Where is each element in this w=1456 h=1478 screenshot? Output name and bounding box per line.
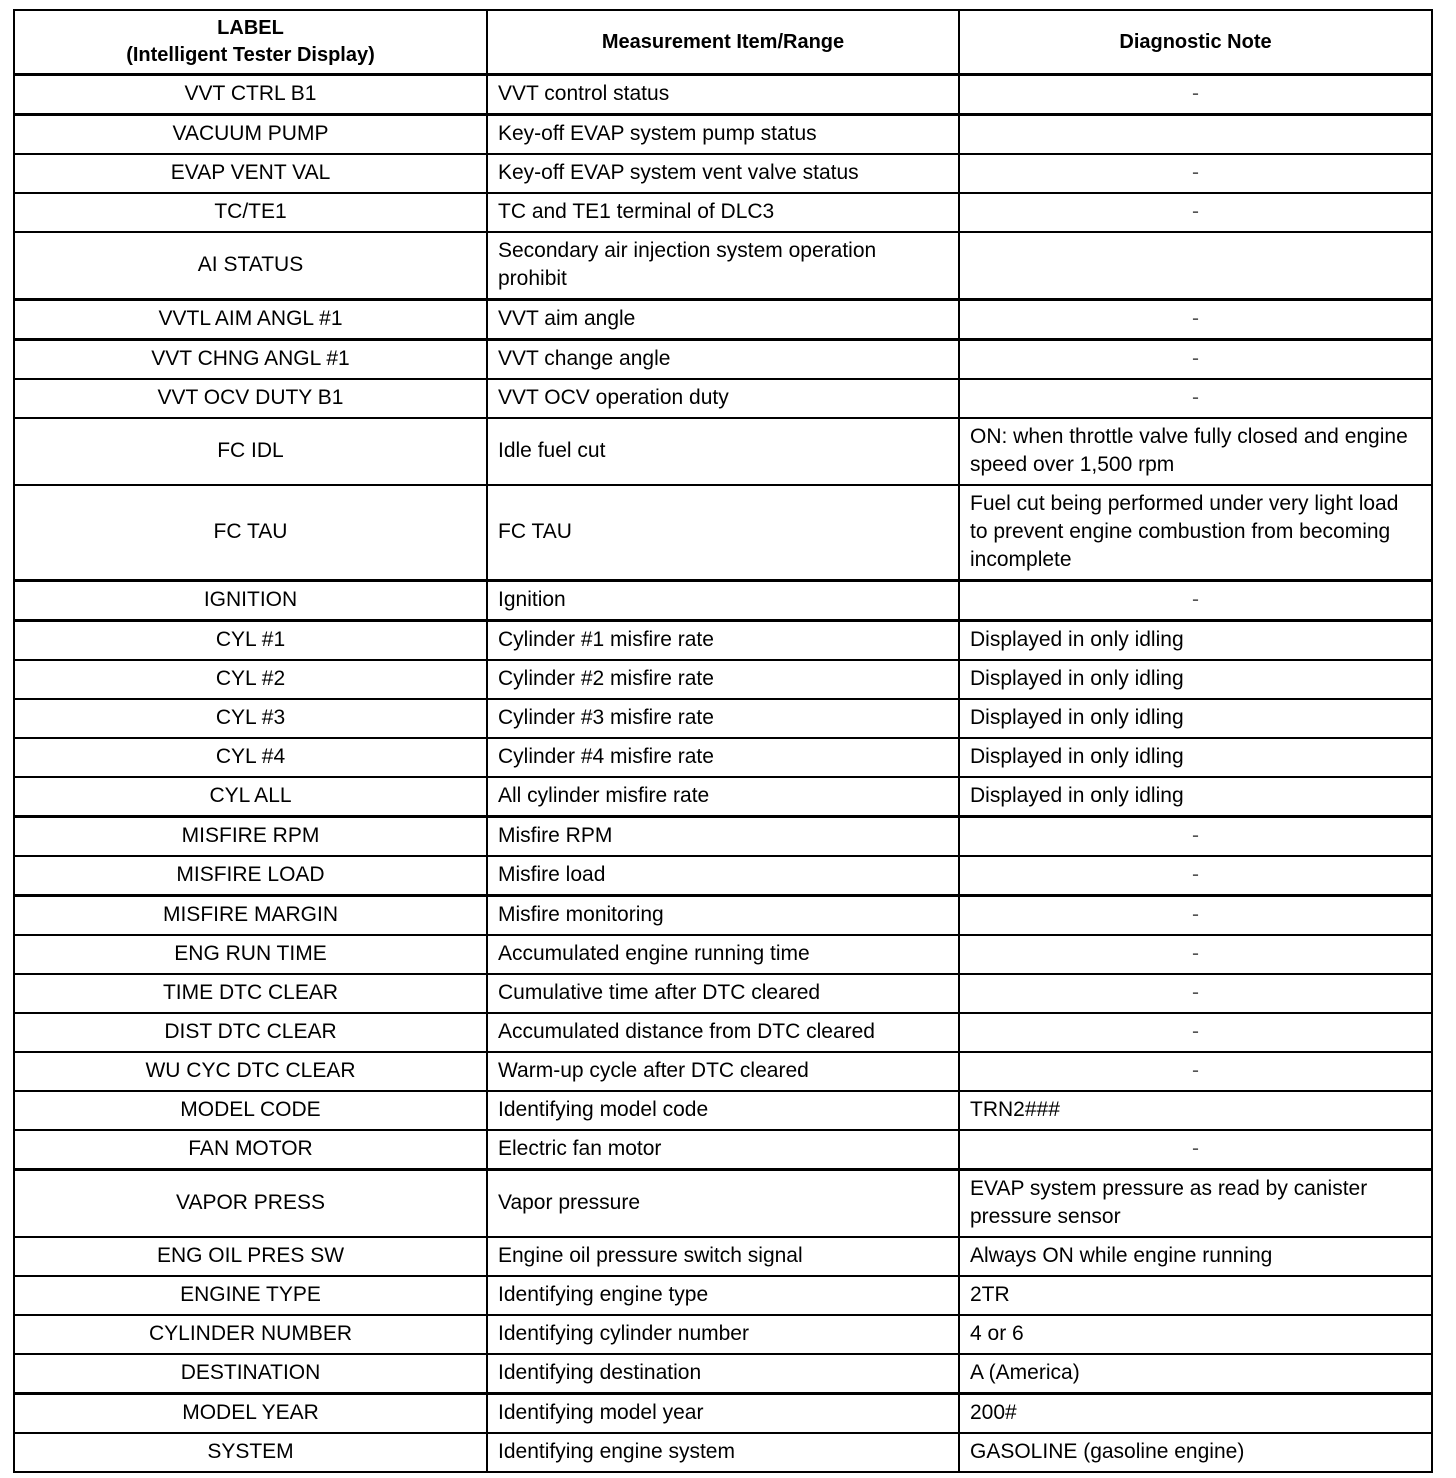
row-note: 2TR [959, 1276, 1432, 1315]
row-measurement: FC TAU [487, 485, 959, 581]
row-label: TIME DTC CLEAR [14, 974, 487, 1013]
row-note: Displayed in only idling [959, 621, 1432, 661]
row-measurement: TC and TE1 terminal of DLC3 [487, 193, 959, 232]
row-note: - [959, 817, 1432, 857]
row-measurement: Identifying cylinder number [487, 1315, 959, 1354]
row-note: - [959, 581, 1432, 621]
row-label: EVAP VENT VAL [14, 154, 487, 193]
row-label: MISFIRE MARGIN [14, 896, 487, 936]
row-measurement: Vapor pressure [487, 1170, 959, 1238]
row-measurement: VVT control status [487, 75, 959, 115]
table-row [14, 777, 1432, 817]
row-label: ENG OIL PRES SW [14, 1237, 487, 1276]
table-row [14, 1237, 1432, 1276]
row-note: 4 or 6 [959, 1315, 1432, 1354]
header-row [14, 10, 1432, 75]
row-measurement: Electric fan motor [487, 1130, 959, 1170]
row-measurement: Identifying engine system [487, 1433, 959, 1472]
row-note: - [959, 1130, 1432, 1170]
table-row [14, 699, 1432, 738]
row-note: GASOLINE (gasoline engine) [959, 1433, 1432, 1472]
table-row [14, 581, 1432, 621]
row-label: FAN MOTOR [14, 1130, 487, 1170]
row-measurement: Warm-up cycle after DTC cleared [487, 1052, 959, 1091]
table-row [14, 1130, 1432, 1170]
row-measurement: Accumulated distance from DTC cleared [487, 1013, 959, 1052]
row-measurement: Cylinder #3 misfire rate [487, 699, 959, 738]
data-list-page [13, 9, 1431, 1473]
row-label: VVT CHNG ANGL #1 [14, 340, 487, 380]
row-label: MISFIRE RPM [14, 817, 487, 857]
row-label: FC IDL [14, 418, 487, 485]
row-label: CYLINDER NUMBER [14, 1315, 487, 1354]
row-measurement: VVT OCV operation duty [487, 379, 959, 418]
table-row [14, 1170, 1432, 1238]
row-note: - [959, 896, 1432, 936]
row-note: Displayed in only idling [959, 738, 1432, 777]
header-measurement: Measurement Item/Range [487, 10, 959, 75]
row-note: Fuel cut being performed under very light load to prevent engine combustion from becoming incomplete [959, 485, 1432, 581]
row-note: Displayed in only idling [959, 660, 1432, 699]
row-note: - [959, 75, 1432, 115]
row-measurement: VVT change angle [487, 340, 959, 380]
table-row [14, 1394, 1432, 1434]
table-row [14, 621, 1432, 661]
row-measurement: Identifying model year [487, 1394, 959, 1434]
row-note: - [959, 856, 1432, 896]
table-row [14, 1052, 1432, 1091]
row-label: VAPOR PRESS [14, 1170, 487, 1238]
row-measurement: Key-off EVAP system vent valve status [487, 154, 959, 193]
row-label: DIST DTC CLEAR [14, 1013, 487, 1052]
row-note: - [959, 935, 1432, 974]
table-row [14, 1276, 1432, 1315]
row-measurement: Accumulated engine running time [487, 935, 959, 974]
row-measurement: Secondary air injection system operation prohibit [487, 232, 959, 300]
table-row [14, 974, 1432, 1013]
table-row [14, 232, 1432, 300]
row-label: VVTL AIM ANGL #1 [14, 300, 487, 340]
table-row [14, 856, 1432, 896]
row-measurement: Identifying destination [487, 1354, 959, 1394]
table-row [14, 935, 1432, 974]
row-note: A (America) [959, 1354, 1432, 1394]
row-note: - [959, 193, 1432, 232]
data-list-table [13, 9, 1433, 1473]
row-measurement: Identifying model code [487, 1091, 959, 1130]
row-measurement: Engine oil pressure switch signal [487, 1237, 959, 1276]
row-measurement: Ignition [487, 581, 959, 621]
row-label: WU CYC DTC CLEAR [14, 1052, 487, 1091]
row-label: MODEL YEAR [14, 1394, 487, 1434]
table-row [14, 1013, 1432, 1052]
table-row [14, 1315, 1432, 1354]
row-measurement: Misfire RPM [487, 817, 959, 857]
table-row [14, 896, 1432, 936]
table-row [14, 379, 1432, 418]
row-label: ENGINE TYPE [14, 1276, 487, 1315]
row-note: 200# [959, 1394, 1432, 1434]
header-label-line2: (Intelligent Tester Display) [126, 44, 375, 66]
row-note [959, 232, 1432, 300]
row-label: MODEL CODE [14, 1091, 487, 1130]
row-label: TC/TE1 [14, 193, 487, 232]
row-label: CYL #2 [14, 660, 487, 699]
row-label: CYL #3 [14, 699, 487, 738]
row-measurement: Misfire load [487, 856, 959, 896]
table-row [14, 300, 1432, 340]
header-label-line1: LABEL [217, 17, 284, 39]
row-measurement: Identifying engine type [487, 1276, 959, 1315]
row-note: Displayed in only idling [959, 777, 1432, 817]
row-label: FC TAU [14, 485, 487, 581]
table-row [14, 1091, 1432, 1130]
table-row [14, 1433, 1432, 1472]
row-label: VVT CTRL B1 [14, 75, 487, 115]
row-label: IGNITION [14, 581, 487, 621]
row-measurement: Key-off EVAP system pump status [487, 115, 959, 155]
table-row [14, 154, 1432, 193]
table-row [14, 485, 1432, 581]
row-label: VVT OCV DUTY B1 [14, 379, 487, 418]
table-row [14, 660, 1432, 699]
row-note: - [959, 1052, 1432, 1091]
table-row [14, 817, 1432, 857]
row-note: - [959, 340, 1432, 380]
table-row [14, 418, 1432, 485]
table-row [14, 1354, 1432, 1394]
row-label: AI STATUS [14, 232, 487, 300]
row-label: CYL #1 [14, 621, 487, 661]
row-note: - [959, 300, 1432, 340]
header-diagnostic-note: Diagnostic Note [959, 10, 1432, 75]
row-note: Always ON while engine running [959, 1237, 1432, 1276]
table-row [14, 193, 1432, 232]
row-measurement: Cumulative time after DTC cleared [487, 974, 959, 1013]
row-note: EVAP system pressure as read by canister pressure sensor [959, 1170, 1432, 1238]
row-label: CYL #4 [14, 738, 487, 777]
table-row [14, 340, 1432, 380]
row-label: VACUUM PUMP [14, 115, 487, 155]
row-note: - [959, 974, 1432, 1013]
row-measurement: All cylinder misfire rate [487, 777, 959, 817]
row-note: - [959, 379, 1432, 418]
row-note [959, 115, 1432, 155]
row-label: MISFIRE LOAD [14, 856, 487, 896]
row-measurement: Cylinder #4 misfire rate [487, 738, 959, 777]
row-measurement: Idle fuel cut [487, 418, 959, 485]
header-label [14, 10, 487, 75]
row-note: TRN2### [959, 1091, 1432, 1130]
row-measurement: VVT aim angle [487, 300, 959, 340]
table-row [14, 115, 1432, 155]
table-row [14, 75, 1432, 115]
table-header [14, 10, 1432, 75]
row-label: ENG RUN TIME [14, 935, 487, 974]
row-note: - [959, 154, 1432, 193]
row-label: CYL ALL [14, 777, 487, 817]
row-note: ON: when throttle valve fully closed and engine speed over 1,500 rpm [959, 418, 1432, 485]
row-measurement: Misfire monitoring [487, 896, 959, 936]
table-row [14, 738, 1432, 777]
row-label: DESTINATION [14, 1354, 487, 1394]
row-note: Displayed in only idling [959, 699, 1432, 738]
table-body [14, 75, 1432, 1473]
row-note: - [959, 1013, 1432, 1052]
row-label: SYSTEM [14, 1433, 487, 1472]
row-measurement: Cylinder #1 misfire rate [487, 621, 959, 661]
row-measurement: Cylinder #2 misfire rate [487, 660, 959, 699]
